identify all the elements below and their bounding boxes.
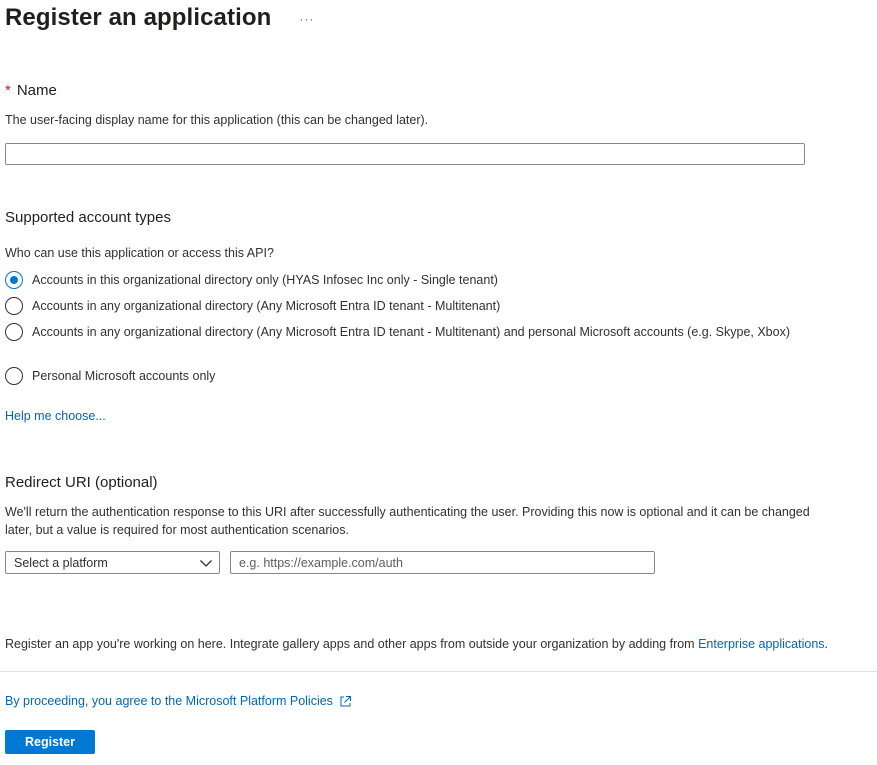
footer-text: Register an app you're working on here. Integrate gallery apps and other apps from outside your organization by adding from bbox=[5, 637, 699, 651]
redirect-uri-input[interactable] bbox=[230, 551, 655, 574]
radio-label: Accounts in any organizational directory (Any Microsoft Entra ID tenant - Multitenant) and personal Microsoft accounts (e.g. Skype, Xbox) bbox=[32, 325, 790, 339]
divider bbox=[0, 671, 877, 672]
radio-label: Accounts in any organizational directory (Any Microsoft Entra ID tenant - Multitenant) bbox=[32, 299, 501, 313]
register-button[interactable]: Register bbox=[5, 730, 95, 754]
platform-policies-link-text: By proceeding, you agree to the Microsoft Platform Policies bbox=[5, 694, 333, 708]
chevron-down-icon bbox=[199, 556, 213, 570]
ellipsis-icon[interactable]: ··· bbox=[299, 12, 315, 26]
account-type-option-multitenant[interactable] bbox=[5, 297, 500, 315]
platform-select-value: Select a platform bbox=[14, 555, 108, 570]
footer-text-end: . bbox=[824, 637, 829, 651]
radio-button-selected[interactable] bbox=[5, 271, 23, 289]
account-type-option-single-tenant[interactable] bbox=[5, 271, 498, 289]
radio-button[interactable] bbox=[5, 367, 23, 385]
name-label-text: Name bbox=[16, 82, 57, 99]
redirect-uri-heading: Redirect URI (optional) bbox=[5, 474, 158, 491]
footer-description bbox=[5, 636, 828, 652]
title-row bbox=[5, 4, 314, 32]
account-types-question: Who can use this application or access this API? bbox=[5, 246, 274, 260]
platform-policies-link[interactable] bbox=[5, 694, 352, 708]
account-type-option-personal[interactable] bbox=[5, 367, 215, 385]
help-me-choose-link[interactable]: Help me choose... bbox=[5, 409, 106, 423]
redirect-uri-description: We'll return the authentication response to this URI after successfully authenticating the user. Providing this now is optional and it can be changed later, but a value is required for most authentication scenarios. bbox=[5, 505, 810, 537]
name-description: The user-facing display name for this application (this can be changed later). bbox=[5, 113, 429, 127]
radio-label: Accounts in this organizational directory only (HYAS Infosec Inc only - Single tenant) bbox=[32, 273, 498, 287]
page-title: Register an application bbox=[5, 4, 272, 31]
radio-button[interactable] bbox=[5, 323, 23, 341]
radio-label: Personal Microsoft accounts only bbox=[32, 369, 216, 383]
enterprise-applications-link[interactable]: Enterprise applications bbox=[698, 637, 825, 651]
external-link-icon bbox=[339, 695, 352, 708]
required-marker: * bbox=[5, 82, 11, 99]
account-type-option-multitenant-personal[interactable] bbox=[5, 323, 790, 341]
name-label bbox=[5, 82, 57, 99]
radio-button[interactable] bbox=[5, 297, 23, 315]
platform-select[interactable] bbox=[5, 551, 220, 574]
account-types-heading: Supported account types bbox=[5, 209, 171, 226]
name-input[interactable] bbox=[5, 143, 805, 165]
